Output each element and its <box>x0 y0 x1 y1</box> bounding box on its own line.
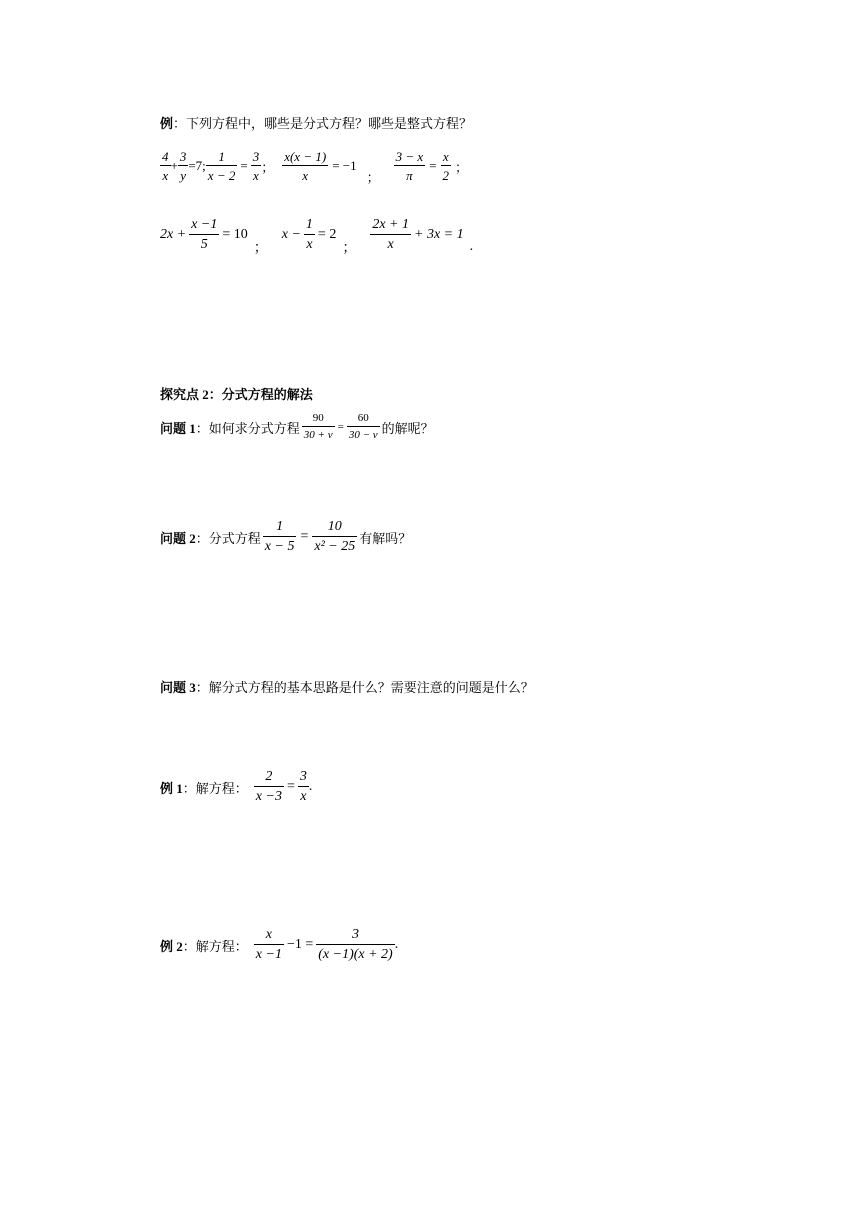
intro-text: ：下列方程中，哪些是分式方程？哪些是整式方程？ <box>173 116 473 131</box>
fraction-1-over-x-minus-5: $\frac{1}{x - 5}$ <box>264 519 295 554</box>
intro-label: 例 <box>160 116 174 131</box>
question-1: 问题 1 ：如何求分式方程 $\frac{90}{30 + v}$ = $\frac{60}{30 - v}$ 的解呢？ <box>160 412 434 441</box>
equation-row-1: $\frac{4}{x}$ + $\frac{3}{y}$ =7; $\frac{1}{x - 2}$ = $\frac{3}{x}$ ； $\frac{x(x - 1)}{x}$ = −1 ； $\frac{3 - x}{\pi}$ = $\frac{x}{2}$ ； <box>162 149 469 185</box>
section-title: 探究点 2：分式方程的解法 <box>160 387 313 402</box>
fraction-3-over-x: $\frac{3}{x}$ <box>252 149 260 183</box>
fraction-2-over-x-minus-3: $\frac{2}{x -3}$ <box>255 769 282 804</box>
fraction-4-over-x: $\frac{4}{x}$ <box>162 149 169 183</box>
fraction-1-over-x-minus-2: $\frac{1}{x - 2}$ <box>207 149 236 183</box>
fraction-10-over-x-squared-minus-25: $\frac{10}{\text{x² − 25}}$ <box>314 519 356 554</box>
intro-line <box>160 113 472 132</box>
equation-row-2: 2x + $\frac{x -1}{5}$ = 10 ； x − $\frac{1}{x}$ = 2 ； $\frac{2x + 1}{x}$ + 3x = 1 . <box>160 217 474 256</box>
fraction-x-over-2: $\frac{x}{2}$ <box>442 149 450 183</box>
fraction-x-x-minus-1-over-x: $\frac{x(x - 1)}{x}$ <box>284 149 327 183</box>
fraction-3-over-product: $\frac{3}{(x -1)(x + 2)}$ <box>318 927 393 962</box>
fraction-x-over-x-minus-1: $\frac{x}{x -1}$ <box>255 927 282 962</box>
example-1: 例 1 ：解方程： $\frac{2}{x -3}$ = $\frac{3}{x}$ . <box>160 769 313 804</box>
example-2: 例 2 ：解方程： $\frac{x}{x -1}$ −1 = $\frac{3}{(x -1)(x + 2)}$ . <box>160 927 399 962</box>
fraction-90-over-30-plus-v: $\frac{90}{30 + v}$ <box>303 412 333 441</box>
fraction-1-over-x: $\frac{1}{x}$ <box>305 217 313 252</box>
fraction-3-minus-x-over-pi: $\frac{3 - x}{\pi}$ <box>395 149 424 183</box>
fraction-x-minus-1-over-5: $\frac{x -1}{5}$ <box>191 217 218 252</box>
fraction-2x-plus-1-over-x: $\frac{2x + 1}{x}$ <box>372 217 409 252</box>
fraction-3-over-x-ex1: $\frac{3}{x}$ <box>299 769 307 804</box>
fraction-3-over-y: $\frac{3}{y}$ <box>179 149 187 183</box>
fraction-60-over-30-minus-v: $\frac{60}{30 - v}$ <box>348 412 378 441</box>
question-3: 问题 3：解分式方程的基本思路是什么？需要注意的问题是什么？ <box>160 680 534 695</box>
question-2: 问题 2 ：分式方程 $\frac{1}{x - 5}$ = $\frac{10}{\text{x² − 25}}$ 有解吗？ <box>160 519 412 554</box>
